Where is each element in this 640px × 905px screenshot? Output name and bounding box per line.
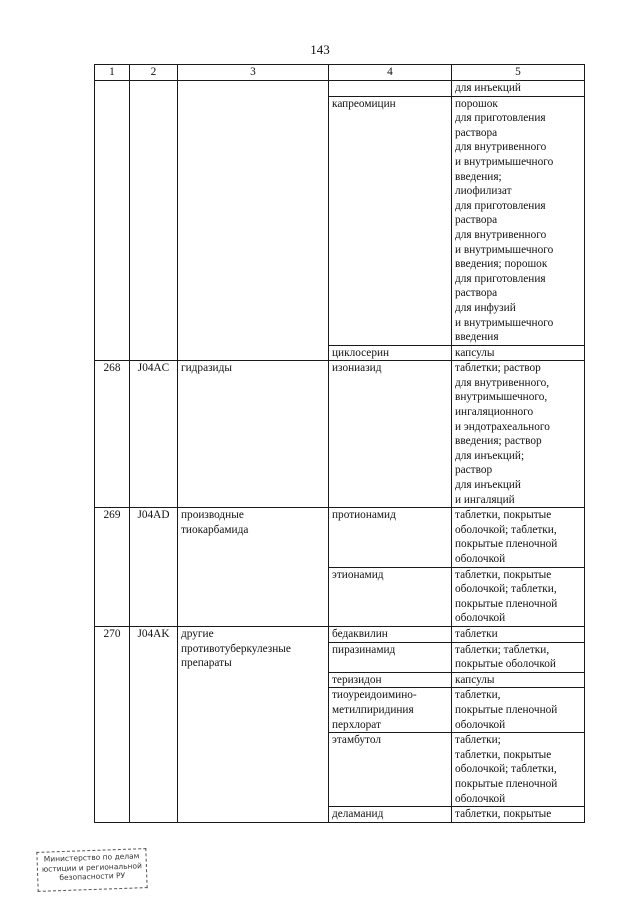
table-row — [95, 361, 585, 508]
table-row — [95, 81, 585, 97]
header-col-4: 4 — [329, 65, 452, 81]
drug-form-cell: таблетки; таблетки, покрытые оболочкой; таблетки, покрытые пленочной оболочкой — [452, 733, 585, 807]
atc-code-cell: J04AK — [130, 626, 178, 822]
group-cell — [178, 81, 329, 361]
drug-name-cell — [329, 81, 452, 97]
header-col-3: 3 — [178, 65, 329, 81]
atc-code-cell — [130, 81, 178, 361]
row-number-cell: 268 — [95, 361, 130, 508]
atc-code-cell: J04AC — [130, 361, 178, 508]
drug-name-cell: циклосерин — [329, 345, 452, 361]
drug-form-cell: таблетки, покрытые оболочкой; таблетки, покрытые пленочной оболочкой — [452, 567, 585, 626]
header-col-1: 1 — [95, 65, 130, 81]
drug-form-cell: таблетки, покрытые оболочкой; таблетки, покрытые пленочной оболочкой — [452, 508, 585, 567]
drug-table — [94, 64, 585, 823]
drug-form-cell: таблетки, покрытые — [452, 807, 585, 823]
drug-form-cell: таблетки, покрытые пленочной оболочкой — [452, 688, 585, 733]
row-number-cell: 269 — [95, 508, 130, 627]
drug-name-cell: изониазид — [329, 361, 452, 508]
table-row — [95, 626, 585, 642]
header-col-5: 5 — [452, 65, 585, 81]
drug-form-cell: капсулы — [452, 672, 585, 688]
drug-name-cell: теризидон — [329, 672, 452, 688]
drug-form-cell: капсулы — [452, 345, 585, 361]
drug-form-cell: таблетки; раствор для внутривенного, внутримышечного, ингаляционного и эндотрахеального введения; раствор для инъекций; раствор для инъекций и ингаляций — [452, 361, 585, 508]
drug-name-cell: капреомицин — [329, 96, 452, 345]
drug-name-cell: деламанид — [329, 807, 452, 823]
header-row — [95, 65, 585, 81]
drug-name-cell: протионамид — [329, 508, 452, 567]
drug-name-cell: бедаквилин — [329, 626, 452, 642]
group-cell: гидразиды — [178, 361, 329, 508]
page-number: 143 — [310, 42, 330, 57]
group-cell: производные тиокарбамида — [178, 508, 329, 627]
header-col-2: 2 — [130, 65, 178, 81]
drug-name-cell: этамбутол — [329, 733, 452, 807]
row-number-cell: 270 — [95, 626, 130, 822]
row-number-cell — [95, 81, 130, 361]
drug-form-cell: для инъекций — [452, 81, 585, 97]
drug-name-cell: тиоуреидоимино- метилпиридиния перхлорат — [329, 688, 452, 733]
drug-name-cell: пиразинамид — [329, 642, 452, 672]
table-row — [95, 508, 585, 567]
group-cell: другие противотуберкулезные препараты — [178, 626, 329, 822]
ministry-stamp: Министерство по делам юстиции и региональной безопасности РУ — [36, 848, 147, 892]
atc-code-cell: J04AD — [130, 508, 178, 627]
drug-form-cell: порошок для приготовления раствора для внутривенного и внутримышечного введения; лиофилизат для приготовления раствора для внутривенного и внутримышечного введения; порошок для приготовления раствора для инфузий и внутримышечного введения — [452, 96, 585, 345]
drug-form-cell: таблетки — [452, 626, 585, 642]
drug-form-cell: таблетки; таблетки, покрытые оболочкой — [452, 642, 585, 672]
drug-name-cell: этионамид — [329, 567, 452, 626]
